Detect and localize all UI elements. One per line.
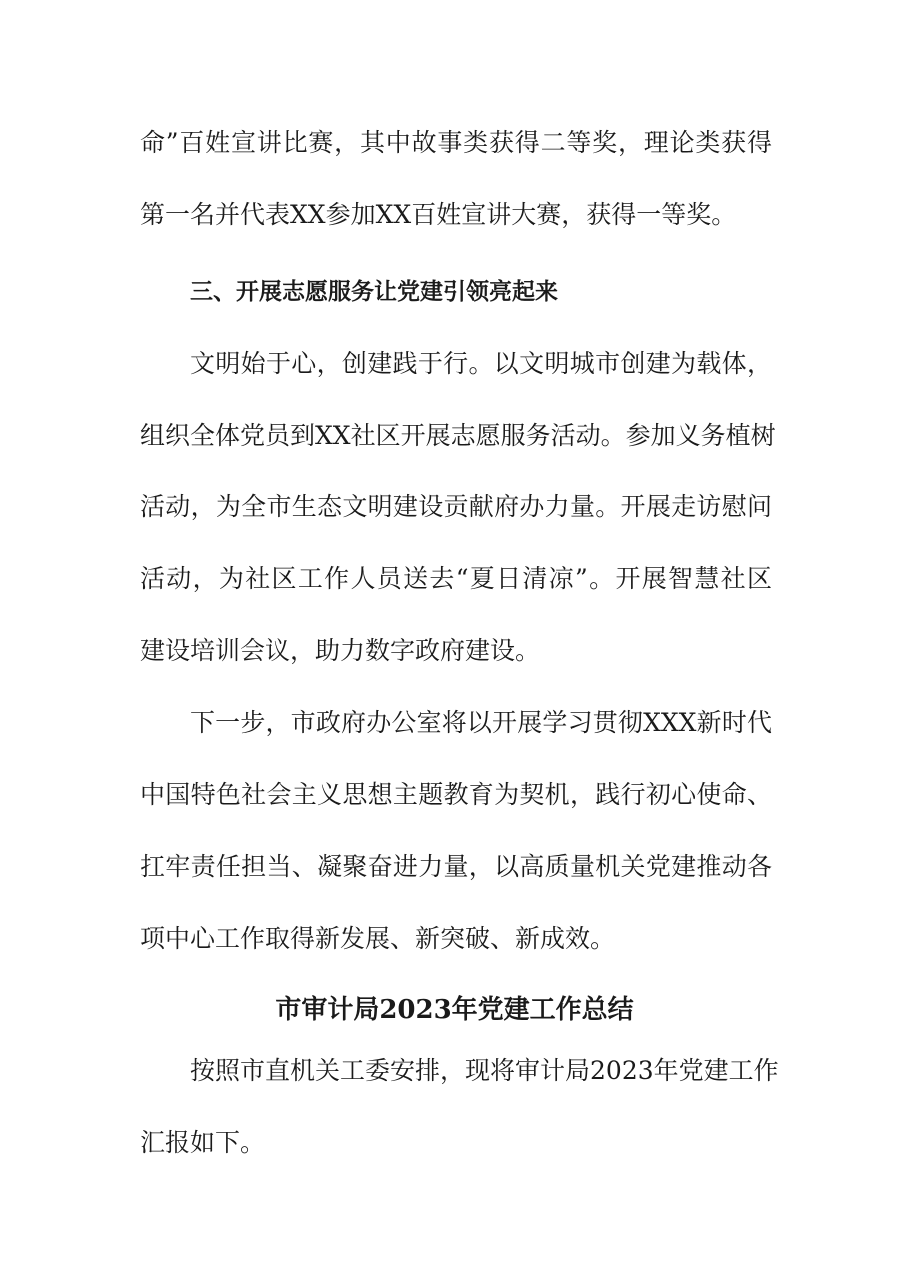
paragraph-line: 命”百姓宣讲比赛，其中故事类获得二等奖，理论类获得 [140, 128, 772, 157]
paragraph-line: 扛牢责任担当、凝聚奋进力量，以高质量机关党建推动各 [140, 852, 772, 881]
paragraph-line: 文明始于心，创建践于行。以文明城市创建为载体， [190, 349, 772, 378]
document-title: 市审计局2023年党建工作总结 [275, 995, 634, 1025]
paragraph-line: 汇报如下。 [140, 1128, 266, 1157]
paragraph-line: 按照市直机关工委安排，现将审计局2023年党建工作 [190, 1056, 779, 1085]
paragraph-line: 建设培训会议，助力数字政府建设。 [140, 636, 541, 665]
paragraph-line: 项中心工作取得新发展、新突破、新成效。 [140, 924, 616, 953]
paragraph-line: 活动，为社区工作人员送去“夏日清凉”。开展智慧社区 [140, 564, 772, 593]
paragraph-line: 中国特色社会主义思想主题教育为契机，践行初心使命、 [140, 780, 772, 809]
paragraph-line: 第一名并代表XX参加XX百姓宣讲大赛，获得一等奖。 [140, 200, 737, 229]
paragraph-line: 活动，为全市生态文明建设贡献府办力量。开展走访慰问 [140, 492, 772, 521]
paragraph-line: 下一步，市政府办公室将以开展学习贯彻XXX新时代 [190, 708, 772, 737]
paragraph-line: 组织全体党员到XX社区开展志愿服务活动。参加义务植树 [140, 421, 776, 450]
section-heading: 三、开展志愿服务让党建引领亮起来 [190, 279, 558, 305]
